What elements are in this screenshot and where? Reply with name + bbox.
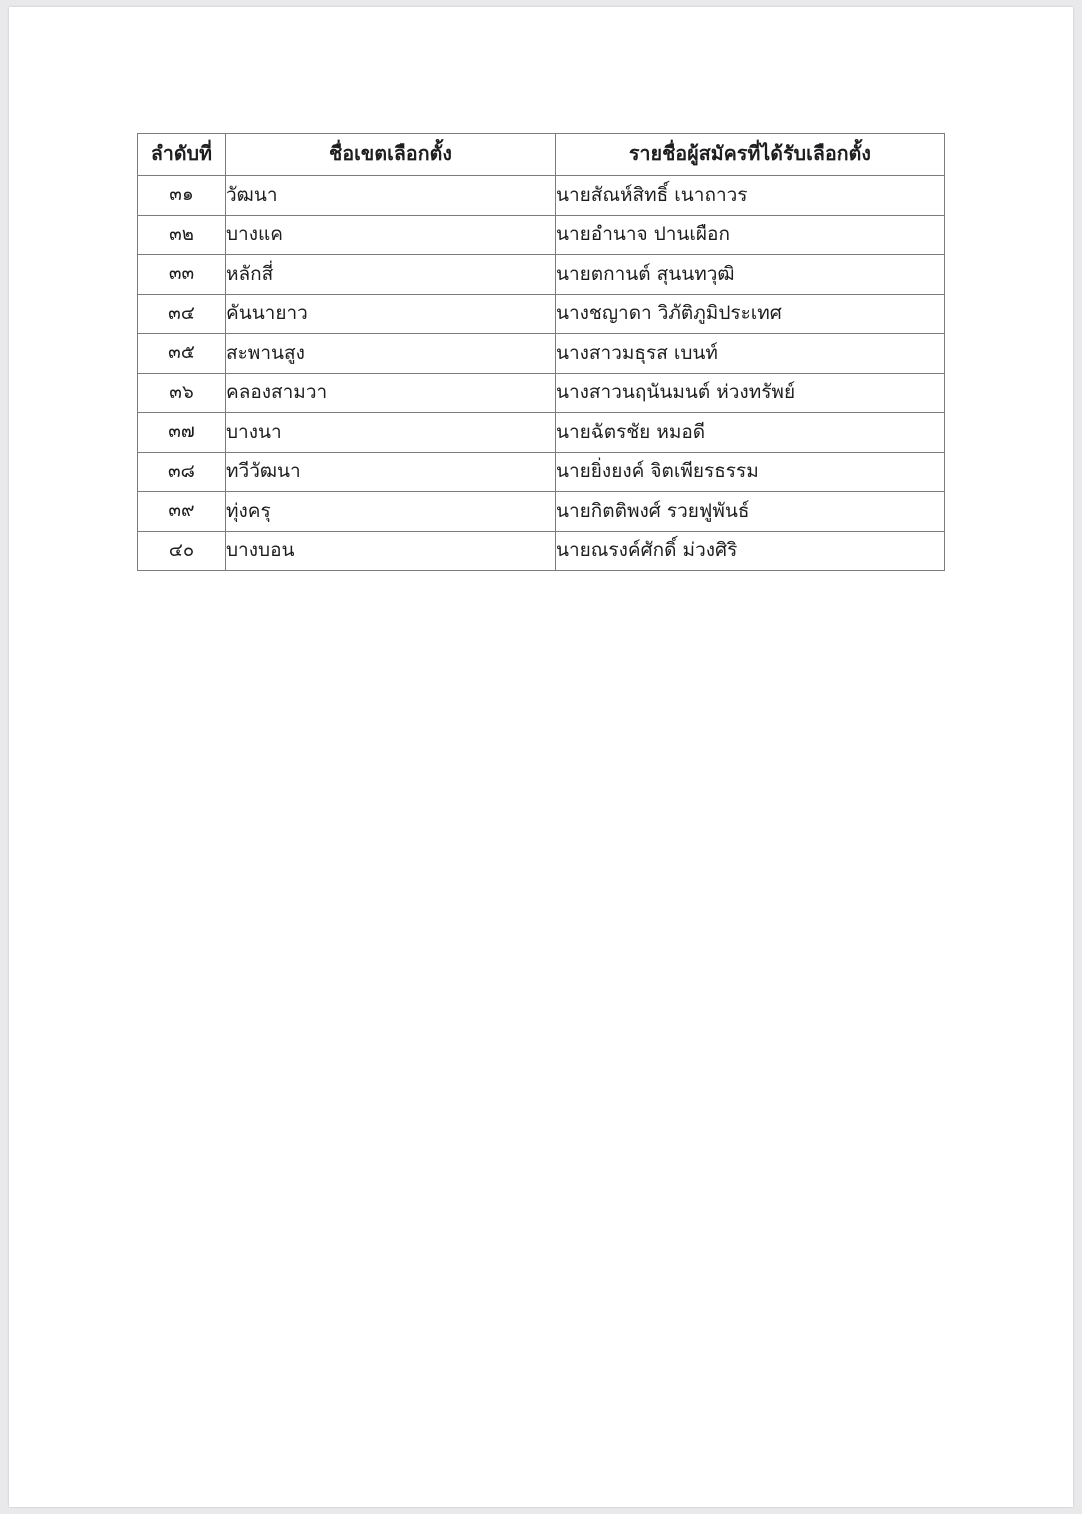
table-header-row [138,134,945,176]
cell-index: ๓๕ [138,334,226,374]
column-header-index: ลำดับที่ [138,134,226,176]
cell-candidate: นายยิ่งยงค์ จิตเพียรธรรม [556,452,945,492]
cell-candidate: นายอำนาจ ปานเผือก [556,215,945,255]
table-header [138,134,945,176]
cell-candidate: นางสาวมธุรส เบนท์ [556,334,945,374]
cell-candidate: นายกิตติพงศ์ รวยฟูพันธ์ [556,492,945,532]
cell-district: หลักสี่ [226,255,556,295]
document-page [9,7,1073,1507]
cell-index: ๓๑ [138,176,226,216]
cell-index: ๓๔ [138,294,226,334]
cell-district: คลองสามวา [226,373,556,413]
cell-district: บางนา [226,413,556,453]
cell-index: ๓๗ [138,413,226,453]
cell-district: สะพานสูง [226,334,556,374]
cell-index: ๓๖ [138,373,226,413]
cell-candidate: นายตกานต์ สุนนทวุฒิ [556,255,945,295]
table-row [138,492,945,532]
table-row [138,373,945,413]
table-body [138,176,945,571]
table-row [138,294,945,334]
table-row [138,413,945,453]
cell-index: ๓๘ [138,452,226,492]
cell-district: ทวีวัฒนา [226,452,556,492]
cell-candidate: นายสัณห์สิทธิ์ เนาถาวร [556,176,945,216]
cell-index: ๓๒ [138,215,226,255]
cell-district: บางบอน [226,531,556,571]
table-row [138,215,945,255]
cell-district: บางแค [226,215,556,255]
table-row [138,255,945,295]
table-row [138,452,945,492]
column-header-district: ชื่อเขตเลือกตั้ง [226,134,556,176]
column-header-candidate: รายชื่อผู้สมัครที่ได้รับเลือกตั้ง [556,134,945,176]
cell-candidate: นายณรงค์ศักดิ์ ม่วงศิริ [556,531,945,571]
cell-index: ๔๐ [138,531,226,571]
cell-district: ทุ่งครุ [226,492,556,532]
cell-index: ๓๓ [138,255,226,295]
cell-district: วัฒนา [226,176,556,216]
cell-candidate: นางสาวนฤนันมนต์ ห่วงทรัพย์ [556,373,945,413]
cell-index: ๓๙ [138,492,226,532]
table-row [138,176,945,216]
table-row [138,334,945,374]
election-results-table-container [137,133,944,571]
election-results-table [137,133,945,571]
cell-candidate: นางชญาดา วิภัติภูมิประเทศ [556,294,945,334]
table-row [138,531,945,571]
cell-candidate: นายฉัตรชัย หมอดี [556,413,945,453]
cell-district: คันนายาว [226,294,556,334]
